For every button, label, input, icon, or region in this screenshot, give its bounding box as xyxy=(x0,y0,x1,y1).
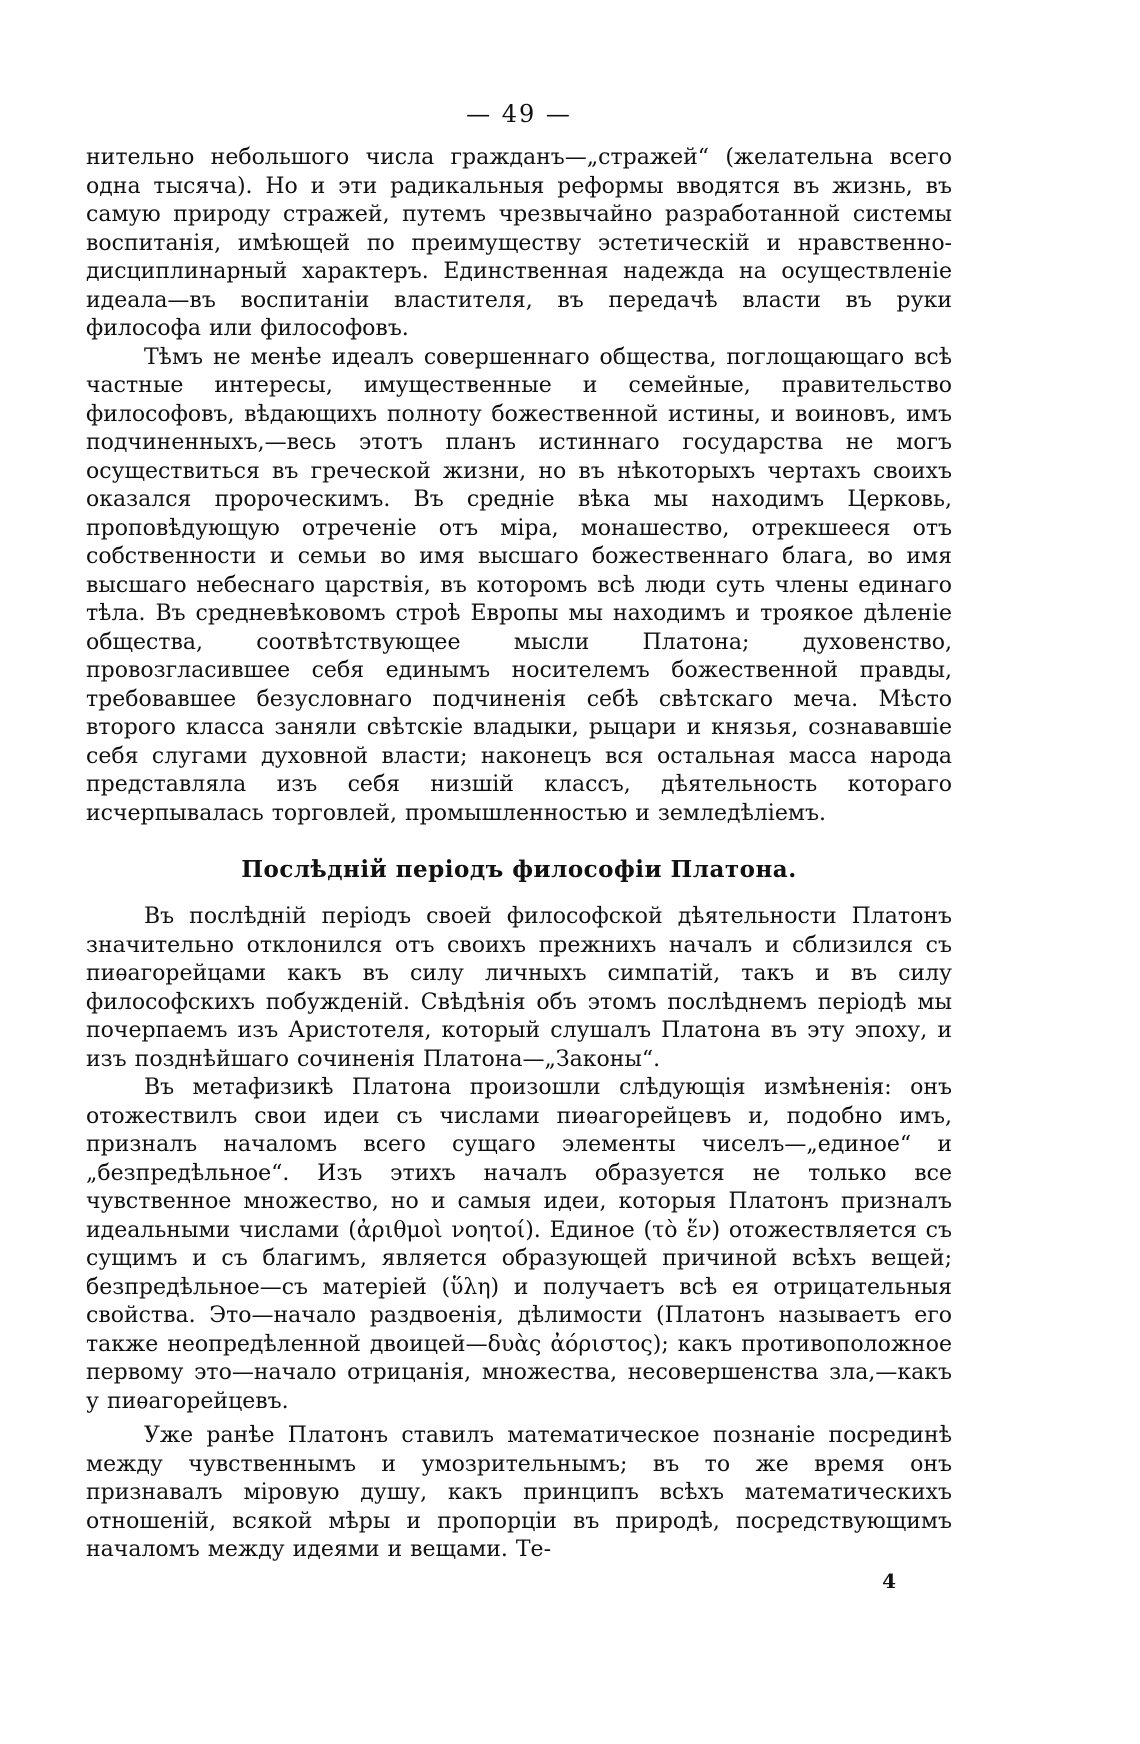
paragraph-last-period: Въ послѣдній періодъ своей философской дѣятельности Платонъ значительно отклонился отъ своихъ прежнихъ началъ и сблизился съ пиѳагорейцами какъ въ силу личныхъ симпатій, такъ и въ силу философскихъ побужденій. Свѣдѣнія объ этомъ послѣднемъ періодѣ мы почерпаемъ изъ Аристотеля, который слушалъ Платона въ эту эпоху, и изъ позднѣйшаго сочиненія Платона—„Законы“. xyxy=(86,904,952,1072)
section-heading: Послѣдній періодъ философіи Платона. xyxy=(241,856,797,883)
paragraph-mathematics: Уже ранѣе Платонъ ставилъ математическое познаніе посрединѣ между чувственнымъ и умозрительнымъ; въ то же время онъ признавалъ міровую душу, какъ принципъ всѣхъ математическихъ отношеній, всякой мѣры и пропорціи въ природѣ, посредствующимъ началомъ между идеями и вещами. Те- xyxy=(86,1423,952,1562)
sheet-signature-mark: 4 xyxy=(882,1568,896,1593)
paragraph-metaphysics: Въ метафизикѣ Платона произошли слѣдующія измѣненія: онъ отожествилъ свои идеи съ числами пиѳагорейцевъ и, подобно имъ, призналъ началомъ всего сущаго элементы чиселъ—„единое“ и „безпредѣльное“. Изъ этихъ началъ образуется не только все чувственное множество, но и самыя идеи, которыя Платонъ призналъ идеальными числами (ἀριθμοὶ νοητοί). Единое (τὸ ἕν) отожествляется съ сущимъ и съ благимъ, является образующей причиной всѣхъ вещей; безпредѣльное—съ матеріей (ὕλη) и получаетъ всѣ ея отрицательныя свойства. Это—начало раздвоенія, дѣлимости (Платонъ называетъ его также неопредѣленной двоицей—δυὰς ἀόριστος); какъ противоположное первому это—начало отрицанія, множества, несовершенства зла,—какъ у пиѳагорейцевъ. xyxy=(86,1075,952,1414)
paragraph-continuation: нительно небольшого числа гражданъ—„стражей“ (желательна всего одна тысяча). Но и эти радикальныя реформы вводятся въ жизнь, въ самую природу стражей, путемъ чрезвычайно разработанной системы воспитанія, имѣющей по преимуществу эстетическій и нравственно-дисциплинарный характеръ. Единственная надежда на осуществленіе идеала—въ воспитаніи властителя, въ передачѣ власти въ руки философа или философовъ. xyxy=(86,145,952,341)
document-page xyxy=(86,100,952,1593)
page-number: — 49 — xyxy=(466,100,572,128)
paragraph-ideal-society: Тѣмъ не менѣе идеалъ совершеннаго общества, поглощающаго всѣ частные интересы, имущественные и семейные, правительство философовъ, вѣдающихъ полноту божественной истины, и воиновъ, имъ подчиненныхъ,—весь этотъ планъ истиннаго государства не могъ осуществиться въ греческой жизни, но въ нѣкоторыхъ чертахъ своихъ оказался пророческимъ. Въ средніе вѣка мы находимъ Церковь, проповѣдующую отреченіе отъ міра, монашество, отрекшееся отъ собственности и семьи во имя высшаго божественнаго блага, во имя высшаго небеснаго царствія, въ которомъ всѣ люди суть члены единаго тѣла. Въ средневѣковомъ строѣ Европы мы находимъ и троякое дѣленіе общества, соотвѣтствующее мысли Платона; духовенство, провозгласившее себя единымъ носителемъ божественной правды, требовавшее безусловнаго подчиненія себѣ свѣтскаго меча. Мѣсто второго класса заняли свѣтскіе владыки, рыцари и князья, сознававшіе себя слугами духовной власти; наконецъ вся остальная масса народа представляла изъ себя низшій классъ, дѣятельность котораго исчерпывалась торговлей, промышленностью и земледѣліемъ. xyxy=(86,344,952,826)
